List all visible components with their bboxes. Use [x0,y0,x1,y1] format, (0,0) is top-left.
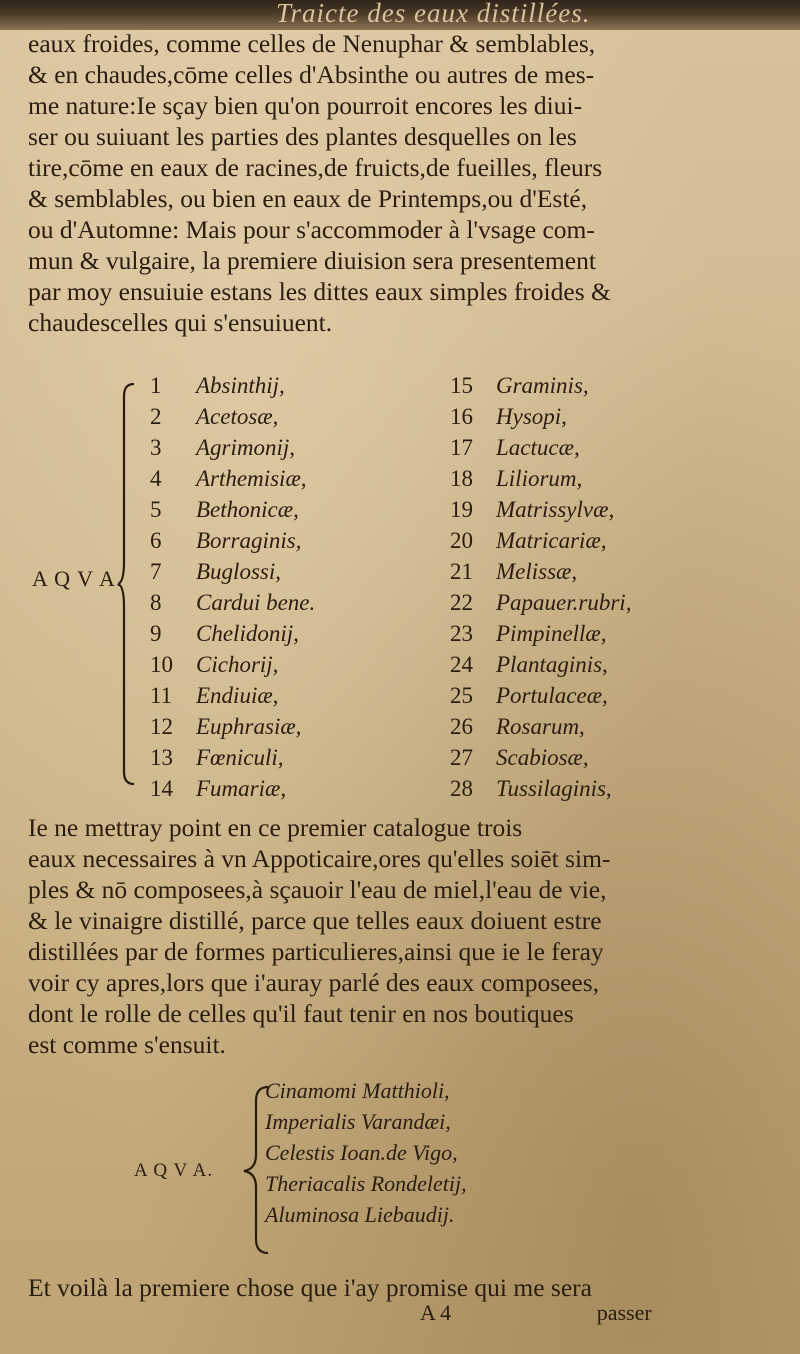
compound-waters-catalog [0,1075,800,1275]
item-number: 5 [150,497,162,522]
item-name: Matricariæ, [496,528,607,553]
text-line: & en chaudes,cōme celles d'Absinthe ou autres de mes- [28,60,595,89]
list-item [450,432,631,463]
text-line: dont le rolle de celles qu'il faut tenir en nos boutiques [28,999,574,1028]
item-number: 10 [150,652,173,677]
item-number: 1 [150,373,162,398]
item-name: Melissæ, [496,559,578,584]
item-number: 4 [150,466,162,491]
signature-mark: A 4 [420,1300,452,1325]
item-number: 20 [450,528,473,553]
item-name: Pimpinellæ, [496,621,607,646]
item-number: 13 [150,745,173,770]
list-item [450,463,631,494]
running-header [0,0,800,30]
list-item [450,525,631,556]
text-line: & semblables, ou bien en eaux de Printemps,ou d'Esté, [28,184,588,213]
text-line: me nature:Ie sçay bien qu'on pourroit encores les diui- [28,91,583,120]
item-name: Scabiosæ, [496,745,589,770]
item-name: Bethonicæ, [196,497,299,522]
item-number: 22 [450,590,473,615]
list-item [450,711,631,742]
text-line: chaudescelles qui s'ensuiuent. [28,308,333,337]
item-number: 6 [150,528,162,553]
item-number: 9 [150,621,162,646]
list-item: Celestis Ioan.de Vigo, [265,1140,458,1165]
list-item [150,680,315,711]
text-line: Et voilà la premiere chose que i'ay promise qui me sera [28,1273,592,1302]
item-name: Agrimonij, [196,435,296,460]
item-name: Fumariæ, [196,776,287,801]
item-name: Portulaceæ, [496,683,608,708]
aqua-label: A Q V A. [32,566,123,591]
text-line: ples & nō composees,à sçauoir l'eau de miel,l'eau de vie, [28,875,607,904]
list-item [150,432,315,463]
paragraph-compound-waters [28,812,768,1060]
text-line: mun & vulgaire, la premiere diuision sera presentement [28,246,596,275]
item-number: 15 [450,373,473,398]
catalog-column-right [450,370,631,804]
list-item [450,742,631,773]
item-number: 8 [150,590,162,615]
list-item [450,401,631,432]
running-title: Traicte des eaux distillées. [276,0,591,28]
list-item [450,556,631,587]
item-number: 24 [450,652,473,677]
list-item [450,649,631,680]
item-number: 28 [450,776,473,801]
item-number: 25 [450,683,473,708]
item-name: Liliorum, [496,466,583,491]
item-name: Buglossi, [196,559,281,584]
item-name: Plantaginis, [496,652,608,677]
simple-waters-catalog [0,370,800,800]
catalog-column-left [150,370,315,804]
item-name: Absinthij, [196,373,285,398]
curly-brace-icon [118,382,136,786]
catalog2-list [265,1075,467,1230]
text-line: & le vinaigre distillé, parce que telles eaux doiuent estre [28,906,602,935]
text-line: eaux necessaires à vn Appoticaire,ores qu'elles soiēt sim- [28,844,611,873]
item-name: Cardui bene. [196,590,316,615]
item-number: 3 [150,435,162,460]
list-item [450,370,631,401]
item-name: Euphrasiæ, [196,714,302,739]
item-number: 23 [450,621,473,646]
item-number: 11 [150,683,173,708]
text-line: ou d'Automne: Mais pour s'accommoder à l'vsage com- [28,215,595,244]
item-number: 14 [150,776,173,801]
list-item [150,587,315,618]
aqua-label: A Q V A. [134,1160,214,1181]
item-number: 19 [450,497,473,522]
item-name: Borraginis, [196,528,302,553]
list-item [150,773,315,804]
item-name: Acetosæ, [196,404,279,429]
item-name: Fœniculi, [196,745,284,770]
item-name: Rosarum, [496,714,585,739]
item-name: Graminis, [496,373,589,398]
text-line: par moy ensuiuie estans les dittes eaux simples froides & [28,277,611,306]
text-line: ser ou suiuant les parties des plantes desquelles on les [28,122,577,151]
list-item: Aluminosa Liebaudij. [265,1202,455,1227]
item-number: 12 [150,714,173,739]
list-item [150,525,315,556]
list-item [450,587,631,618]
item-number: 26 [450,714,473,739]
list-item [450,773,631,804]
list-item [150,494,315,525]
item-name: Papauer.rubri, [496,590,632,615]
list-item: Theriacalis Rondeletij, [265,1171,467,1196]
item-name: Chelidonij, [196,621,299,646]
item-name: Cichorij, [196,652,279,677]
paragraph-closing [28,1272,768,1303]
text-line: eaux froides, comme celles de Nenuphar & semblables, [28,29,596,58]
list-item [150,649,315,680]
list-item [150,711,315,742]
text-line: voir cy apres,lors que i'auray parlé des eaux composees, [28,968,600,997]
page-footer [420,1300,652,1326]
list-item [450,494,631,525]
list-item: Imperialis Varandæi, [265,1109,451,1134]
item-name: Arthemisiæ, [196,466,307,491]
item-number: 18 [450,466,473,491]
catchword: passer [596,1300,652,1325]
list-item [450,680,631,711]
text-line: tire,cōme en eaux de racines,de fruicts,de fueilles, fleurs [28,153,603,182]
list-item [150,401,315,432]
list-item: Cinamomi Matthioli, [265,1078,450,1103]
item-number: 2 [150,404,162,429]
item-number: 16 [450,404,473,429]
item-name: Lactucæ, [496,435,580,460]
text-line: distillées par de formes particulieres,ainsi que ie le feray [28,937,604,966]
paragraph-intro [28,28,768,338]
item-number: 21 [450,559,473,584]
item-name: Hysopi, [496,404,567,429]
list-item [450,618,631,649]
list-item [150,556,315,587]
text-line: est comme s'ensuit. [28,1030,226,1059]
item-number: 27 [450,745,473,770]
item-name: Matrissylvæ, [496,497,615,522]
item-number: 7 [150,559,162,584]
item-name: Endiuiæ, [196,683,279,708]
item-name: Tussilaginis, [496,776,612,801]
item-number: 17 [450,435,473,460]
list-item [150,742,315,773]
list-item [150,618,315,649]
text-line: Ie ne mettray point en ce premier catalogue trois [28,813,523,842]
list-item [150,370,315,401]
list-item [150,463,315,494]
